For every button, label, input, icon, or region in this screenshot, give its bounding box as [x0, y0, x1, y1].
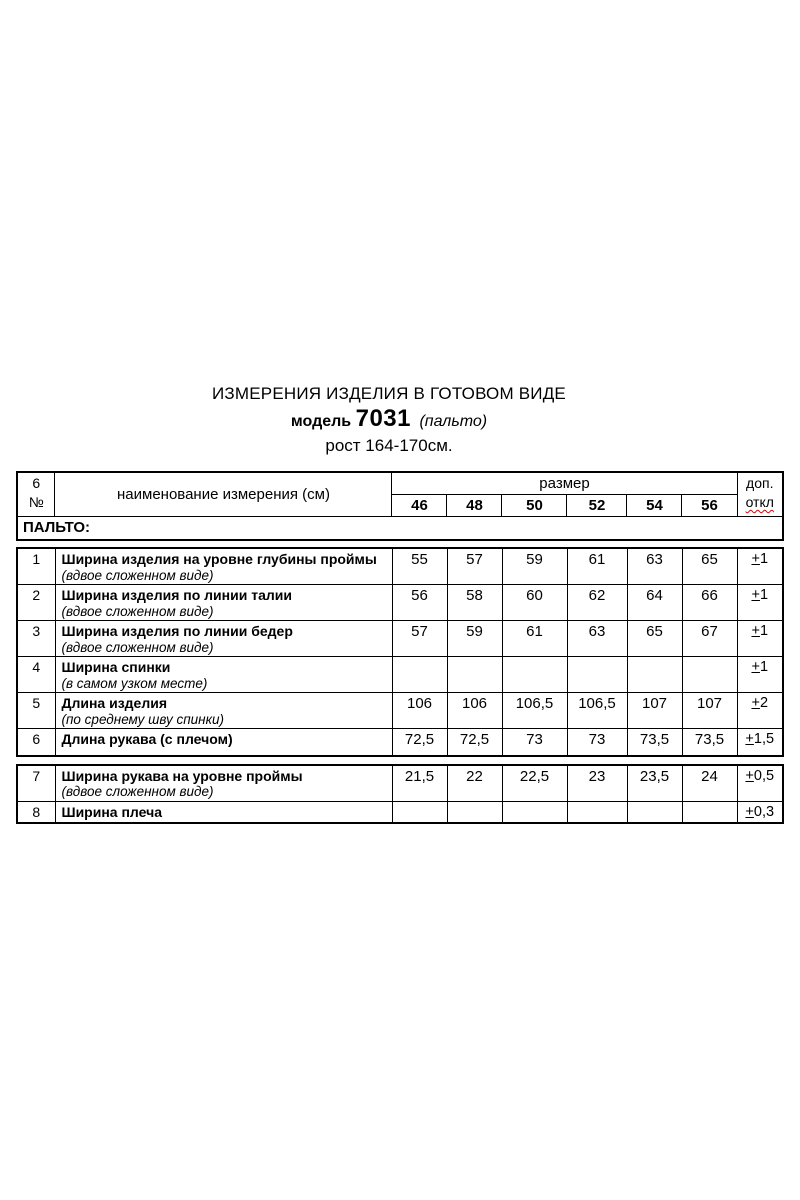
table-row: [17, 693, 783, 729]
table-row: [17, 729, 783, 756]
table-row: [17, 765, 783, 802]
measurement-note: (вдвое сложенном виде): [61, 784, 214, 799]
value-cell: 73: [502, 729, 567, 756]
value-cell: 106,5: [502, 693, 567, 729]
plus-minus-sign: +: [745, 731, 754, 747]
tolerance-value: 1,5: [753, 731, 775, 747]
section-label-cell: ПАЛЬТО:: [17, 517, 783, 541]
measurement-name: Ширина спинки: [61, 659, 171, 675]
value-cell: 73: [567, 729, 627, 756]
document-title: ИЗМЕРЕНИЯ ИЗДЕЛИЯ В ГОТОВОМ ВИДЕ: [212, 384, 566, 403]
row-number-cell: 6: [17, 729, 55, 756]
row-number-cell: 3: [17, 621, 55, 657]
tolerance-cell: [737, 693, 783, 729]
title-block: [0, 384, 789, 456]
tolerance-cell: [737, 621, 783, 657]
size-header-cell: 46: [392, 495, 447, 517]
value-cell: 106,5: [567, 693, 627, 729]
value-cell: 56: [392, 585, 447, 621]
tolerance-cell: [737, 585, 783, 621]
height-range-line: рост 164-170см.: [325, 436, 453, 455]
value-cell: 67: [682, 621, 737, 657]
tolerance-value: 1: [759, 623, 769, 639]
measurement-rows-1: [17, 765, 783, 824]
measurement-table-header: [16, 471, 784, 541]
measurement-name-cell: [55, 729, 392, 756]
value-cell: 72,5: [447, 729, 502, 756]
measurement-name-cell: [55, 765, 392, 802]
tolerance-header-cell: [737, 472, 783, 517]
name-header-cell: наименование измерения (см): [55, 472, 392, 517]
table-row: [17, 548, 783, 585]
table-row: [17, 657, 783, 693]
value-cell: 64: [627, 585, 682, 621]
value-cell: [627, 801, 682, 823]
measurement-name-cell: [55, 548, 392, 585]
value-cell: 23,5: [627, 765, 682, 802]
value-cell: 59: [447, 621, 502, 657]
value-cell: 61: [502, 621, 567, 657]
model-number: 7031: [355, 405, 411, 432]
measurement-name-cell: [55, 621, 392, 657]
size-header-cell: 54: [627, 495, 682, 517]
tolerance-cell: [737, 548, 783, 585]
value-cell: 73,5: [627, 729, 682, 756]
tolerance-cell: [737, 657, 783, 693]
tolerance-value: 1: [759, 587, 769, 603]
value-cell: 22,5: [502, 765, 567, 802]
table-row: [17, 621, 783, 657]
tolerance-cell: [737, 765, 783, 802]
tolerance-value: 0,5: [753, 767, 775, 784]
plus-minus-sign: +: [751, 659, 760, 675]
header-row-top: [17, 472, 783, 495]
value-cell: 107: [682, 693, 737, 729]
row-number-cell: 5: [17, 693, 55, 729]
corner-top-label: 6: [32, 475, 41, 491]
tolerance-value: 0,3: [753, 803, 775, 820]
row-number-cell: 4: [17, 657, 55, 693]
tolerance-cell: [737, 801, 783, 823]
value-cell: [447, 801, 502, 823]
plus-minus-sign: +: [745, 803, 754, 820]
value-cell: 58: [447, 585, 502, 621]
value-cell: 106: [447, 693, 502, 729]
measurement-name-cell: [55, 801, 392, 823]
size-header-cell: 52: [567, 495, 627, 517]
plus-minus-sign: +: [751, 551, 760, 567]
tolerance-value: 1: [759, 551, 769, 567]
value-cell: [392, 657, 447, 693]
row-number-cell: 2: [17, 585, 55, 621]
corner-bottom-label: №: [28, 494, 44, 510]
value-cell: 63: [567, 621, 627, 657]
value-cell: 55: [392, 548, 447, 585]
measurement-name: Ширина изделия на уровне глубины проймы: [61, 551, 377, 567]
table-row: [17, 801, 783, 823]
plus-minus-sign: +: [751, 587, 760, 603]
plus-minus-sign: +: [745, 767, 754, 784]
value-cell: 61: [567, 548, 627, 585]
value-cell: [682, 801, 737, 823]
value-cell: 22: [447, 765, 502, 802]
value-cell: 65: [682, 548, 737, 585]
value-cell: 66: [682, 585, 737, 621]
measurement-note: (в самом узком месте): [61, 675, 208, 691]
measurement-rows-0: [17, 548, 783, 756]
tolerance-header-top: доп.: [746, 475, 774, 491]
value-cell: 107: [627, 693, 682, 729]
tolerance-value: 1: [759, 659, 769, 675]
row-number-cell: 1: [17, 548, 55, 585]
value-cell: [447, 657, 502, 693]
plus-minus-sign: +: [751, 623, 760, 639]
measurement-name: Длина изделия: [61, 695, 168, 711]
tolerance-cell: [737, 729, 783, 756]
value-cell: [392, 801, 447, 823]
value-cell: [567, 801, 627, 823]
section-row: [17, 517, 783, 541]
value-cell: [567, 657, 627, 693]
value-cell: 60: [502, 585, 567, 621]
value-cell: [502, 657, 567, 693]
tolerance-value: 2: [759, 695, 769, 711]
measurement-table-main: [16, 547, 784, 757]
size-header-cell: 50: [502, 495, 567, 517]
value-cell: 65: [627, 621, 682, 657]
row-number-cell: 8: [17, 801, 55, 823]
value-cell: 23: [567, 765, 627, 802]
size-group-header-cell: размер: [392, 472, 737, 495]
corner-cell: [17, 472, 55, 517]
value-cell: [627, 657, 682, 693]
row-number-cell: 7: [17, 765, 55, 802]
measurement-name: Ширина изделия по линии бедер: [61, 623, 293, 639]
measurement-name-cell: [55, 693, 392, 729]
model-label: модель: [290, 413, 352, 430]
measurement-name: Ширина рукава на уровне проймы: [61, 767, 303, 784]
value-cell: 63: [627, 548, 682, 585]
value-cell: [502, 801, 567, 823]
model-type: (пальто): [419, 413, 488, 430]
value-cell: 59: [502, 548, 567, 585]
measurement-name: Ширина плеча: [61, 803, 162, 820]
measurement-name: Длина рукава (с плечом): [61, 731, 233, 747]
value-cell: 73,5: [682, 729, 737, 756]
value-cell: 106: [392, 693, 447, 729]
value-cell: 24: [682, 765, 737, 802]
table-row: [17, 585, 783, 621]
measurement-note: (вдвое сложенном виде): [61, 603, 214, 619]
model-line: [0, 406, 789, 435]
value-cell: [682, 657, 737, 693]
value-cell: 57: [447, 548, 502, 585]
measurement-note: (вдвое сложенном виде): [61, 639, 214, 655]
measurement-table-bottom: [16, 764, 784, 825]
value-cell: 21,5: [392, 765, 447, 802]
plus-minus-sign: +: [751, 695, 760, 711]
value-cell: 57: [392, 621, 447, 657]
measurement-name: Ширина изделия по линии талии: [61, 587, 292, 603]
size-header-cell: 48: [447, 495, 502, 517]
measurement-name-cell: [55, 657, 392, 693]
tolerance-header-bottom: откл: [745, 494, 774, 510]
measurement-note: (по среднему шву спинки): [61, 711, 224, 727]
measurement-note: (вдвое сложенном виде): [61, 567, 214, 583]
measurement-name-cell: [55, 585, 392, 621]
value-cell: 62: [567, 585, 627, 621]
size-header-cell: 56: [682, 495, 737, 517]
value-cell: 72,5: [392, 729, 447, 756]
